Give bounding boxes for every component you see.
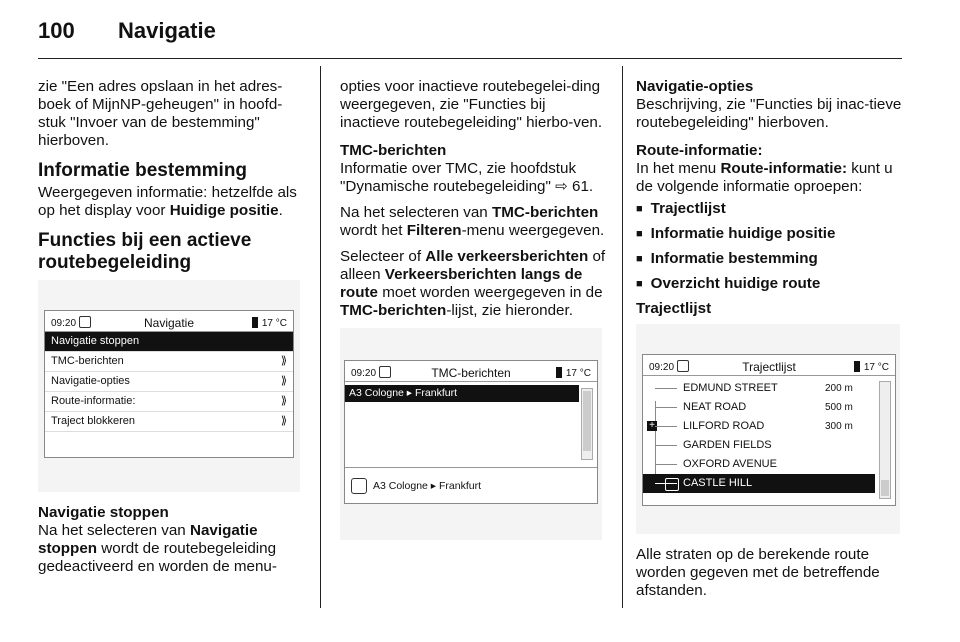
column-2 <box>340 78 608 552</box>
closing-text: Alle straten op de berekende route worden gegeven met de betreffende afstanden. <box>636 546 880 599</box>
flag-icon <box>665 478 679 491</box>
column-divider <box>622 66 623 608</box>
chevron-right-icon: ⟫ <box>280 415 287 427</box>
heading-nav-options: Navigatie-opties <box>636 78 754 95</box>
column-divider <box>320 66 321 608</box>
heading-tmc: TMC-berichten <box>340 142 447 159</box>
tmc-item-selected[interactable]: A3 Cologne ▸ Frankfurt <box>345 385 579 402</box>
menu-item-navigation-stop[interactable]: Navigatie stoppen <box>45 332 293 352</box>
time-label: 09:20 <box>351 368 377 379</box>
thermometer-icon <box>854 361 860 372</box>
list-item: ■ Informatie bestemming <box>636 250 904 269</box>
heading-tracklist: Trajectlijst <box>636 300 712 317</box>
choose-text: Selecteer of Alle verkeersberichten of alleen Verkeersberichten langs de route moet worden weergegeven in de TMC-berichten-lijst, zie hieronder. <box>340 248 606 319</box>
time-label: 09:20 <box>649 362 675 373</box>
table-row[interactable]: OXFORD AVENUE <box>643 455 875 474</box>
info-text: Weergegeven informatie: hetzelfde als op het display voor Huidige positie. <box>38 184 297 219</box>
table-row[interactable]: EDMUND STREET 200 m <box>643 379 875 398</box>
table-row[interactable]: + LILFORD ROAD 300 m <box>643 417 875 436</box>
display-titlebar <box>643 355 895 376</box>
tmc-text: Informatie over TMC, zie hoofdstuk "Dynamische routebegeleiding" ⇨ 61. <box>340 160 594 195</box>
chapter-title: Navigatie <box>118 18 216 43</box>
column-3 <box>636 78 904 608</box>
heading-info-destination: Informatie bestemming <box>38 160 248 181</box>
thermometer-icon <box>556 367 562 378</box>
options-text: Beschrijving, zie "Functies bij inac-tieve routebegeleiding" hierboven. <box>636 96 902 131</box>
tmc-list <box>345 385 597 468</box>
screenshot-tmc <box>340 328 602 540</box>
temperature-label: 17 °C <box>261 318 287 329</box>
table-row[interactable]: NEAT ROAD 500 m <box>643 398 875 417</box>
display-title: Navigatie <box>143 316 195 330</box>
menu-item-block-route[interactable]: Traject blokkeren ⟫ <box>45 412 293 432</box>
display-screen <box>642 354 896 506</box>
display-titlebar <box>45 311 293 332</box>
table-row[interactable]: CASTLE HILL <box>643 474 875 493</box>
stop-text: Na het selecteren van Navigatie stoppen wordt de routebegeleiding gedeactiveerd en worden de menu- <box>38 522 277 575</box>
temperature-label: 17 °C <box>565 368 591 379</box>
tmc-detail <box>345 468 597 504</box>
heading-stop-navigation: Navigatie stoppen <box>38 504 169 521</box>
table-row[interactable]: GARDEN FIELDS <box>643 436 875 455</box>
heading-route-info: Route-informatie: <box>636 142 763 159</box>
intro-text: zie "Een adres opslaan in het adres-boek of MijnNP-geheugen" in hoofd-stuk "Invoer van de bestemming" hierboven. <box>38 78 283 149</box>
chevron-right-icon: ⟫ <box>280 375 287 387</box>
display-title: TMC-berichten <box>431 366 511 380</box>
tmc-detail-text: A3 Cologne ▸ Frankfurt <box>373 480 481 492</box>
menu-item-options[interactable]: Navigatie-opties ⟫ <box>45 372 293 392</box>
header-rule <box>38 58 902 59</box>
traffic-warning-icon <box>351 478 367 494</box>
display-screen <box>44 310 294 458</box>
continued-text: opties voor inactieve routebegelei-ding weergegeven, zie "Functies bij inactieve routebegeleiding" hierbo-ven. <box>340 78 603 131</box>
screenshot-tracklist <box>636 324 900 534</box>
page-header <box>38 18 216 44</box>
column-1 <box>38 78 300 584</box>
expand-icon[interactable]: + <box>647 421 657 431</box>
list-item: ■ Trajectlijst <box>636 200 904 219</box>
list-item: ■ Overzicht huidige route <box>636 275 904 294</box>
thermometer-icon <box>252 317 258 328</box>
route-info-list <box>636 200 904 294</box>
screenshot-navigation-menu <box>38 280 300 492</box>
route-text: In het menu Route-informatie: kunt u de volgende informatie oproepen: <box>636 160 893 195</box>
select-text: Na het selecteren van TMC-berichten wordt het Filteren-menu weergegeven. <box>340 204 605 239</box>
page-number: 100 <box>38 18 75 43</box>
menu-item-tmc[interactable]: TMC-berichten ⟫ <box>45 352 293 372</box>
chevron-right-icon: ⟫ <box>280 355 287 367</box>
menu-item-route-info[interactable]: Route-informatie: ⟫ <box>45 392 293 412</box>
scrollbar[interactable] <box>879 381 891 499</box>
display-screen <box>344 360 598 504</box>
display-title: Trajectlijst <box>742 360 796 374</box>
scrollbar[interactable] <box>581 388 593 460</box>
chevron-right-icon: ⟫ <box>280 395 287 407</box>
temperature-label: 17 °C <box>863 362 889 373</box>
tracklist <box>643 379 875 493</box>
time-label: 09:20 <box>51 318 77 329</box>
heading-active-functions: Functies bij een actieve routebegeleiding <box>38 230 252 273</box>
list-item: ■ Informatie huidige positie <box>636 225 904 244</box>
display-titlebar <box>345 361 597 382</box>
